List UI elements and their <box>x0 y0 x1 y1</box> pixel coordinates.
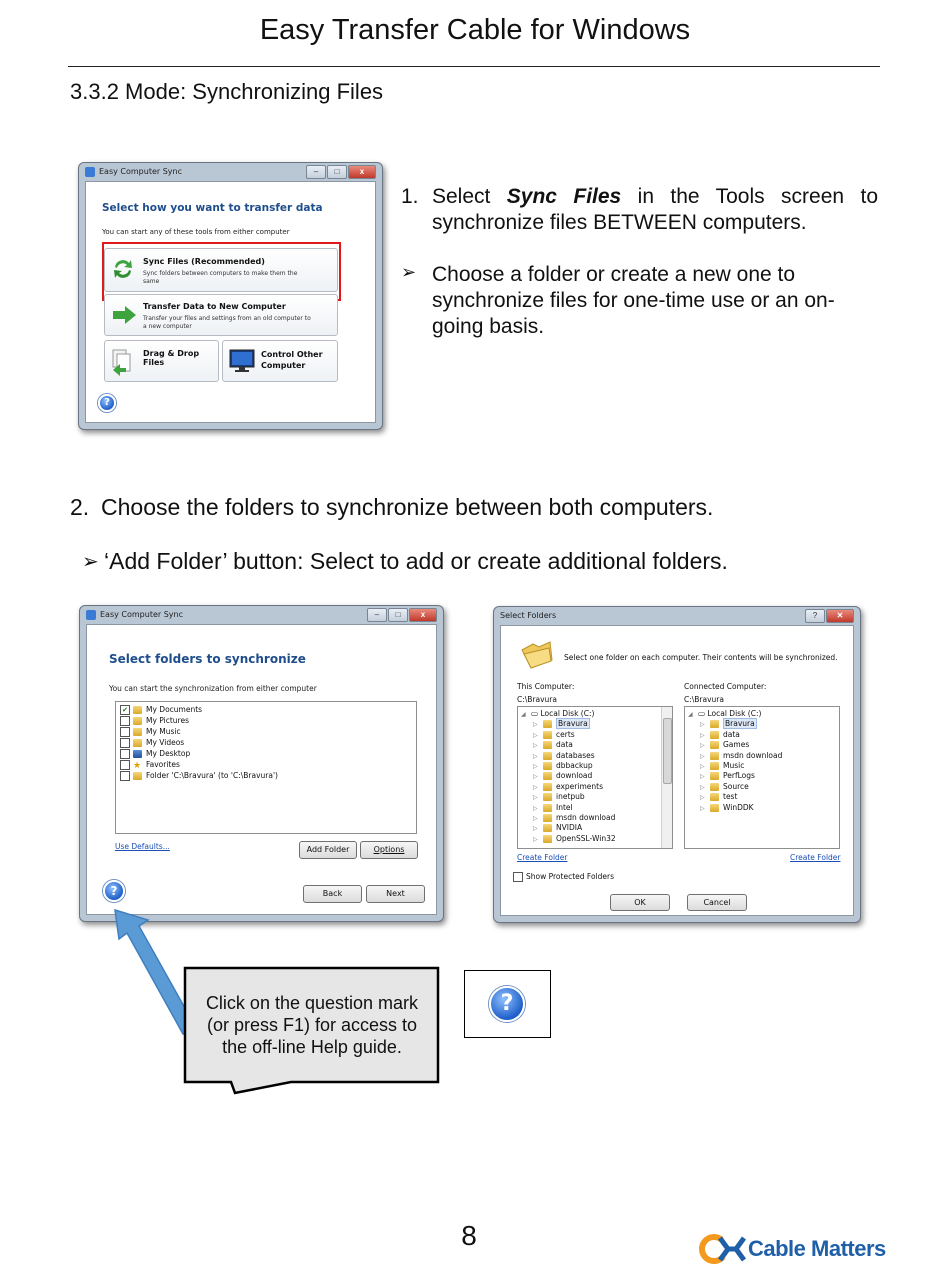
tree-label: Bravura <box>558 719 588 729</box>
tree-item[interactable] <box>533 834 669 844</box>
tree-item[interactable] <box>533 813 669 823</box>
options-button[interactable]: Options <box>360 841 418 859</box>
tree-item[interactable] <box>533 771 669 781</box>
tree-label: certs <box>556 729 575 739</box>
section-heading: 3.3.2 Mode: Synchronizing Files <box>70 79 384 104</box>
folder-icon <box>519 640 553 670</box>
cancel-button[interactable]: Cancel <box>687 894 747 911</box>
minimize-button[interactable]: – <box>306 165 326 179</box>
window-title: Select Folders <box>500 611 557 620</box>
tree-label: data <box>556 740 573 750</box>
checkbox[interactable] <box>513 872 523 882</box>
folder-icon <box>543 793 552 801</box>
expand-icon[interactable]: ▷ <box>700 773 705 781</box>
tree-label: Source <box>723 781 749 791</box>
list-item[interactable] <box>120 704 412 715</box>
folder-icon <box>543 835 552 843</box>
folder-icon <box>133 717 142 725</box>
tree-label: Local Disk (C:) <box>707 709 762 718</box>
select-folders-dialog <box>493 606 861 923</box>
step-2-number: 2. <box>70 494 90 520</box>
step-2-bullet-rest: button: Select to add or create additional folders. <box>226 548 728 574</box>
window-client <box>85 181 376 423</box>
tree-label: msdn download <box>723 750 783 760</box>
checkbox[interactable] <box>120 738 130 748</box>
create-folder-right-link[interactable]: Create Folder <box>790 853 841 862</box>
tree-label: databases <box>556 750 595 760</box>
logo-text: Cable Matters <box>748 1236 886 1261</box>
window-client <box>500 625 854 916</box>
tree-item[interactable] <box>533 803 669 813</box>
maximize-button[interactable]: □ <box>327 165 347 179</box>
close-button[interactable]: x <box>409 608 437 622</box>
expand-icon[interactable]: ▷ <box>533 773 538 781</box>
tree-label: Local Disk (C:) <box>540 709 595 718</box>
folder-label: My Music <box>146 727 181 736</box>
step-1-emphasis: Sync Files <box>506 185 622 208</box>
star-icon: ★ <box>133 761 142 771</box>
tree-item[interactable] <box>533 823 669 833</box>
tree-label: Intel <box>556 802 573 812</box>
tree-item[interactable] <box>700 751 836 761</box>
folder-label: Favorites <box>146 760 180 769</box>
tree-label: PerfLogs <box>723 771 755 781</box>
expand-icon[interactable]: ▷ <box>533 835 538 843</box>
folder-icon <box>543 752 552 760</box>
checkbox-label: Show Protected Folders <box>526 872 614 881</box>
help-question-icon[interactable]: ? <box>98 394 116 412</box>
folder-icon <box>543 814 552 822</box>
window-subtitle: You can start the synchronization from either computer <box>109 684 317 693</box>
folder-icon <box>133 728 142 736</box>
bullet-arrow-icon: ➢ <box>401 262 417 282</box>
expand-icon[interactable]: ▷ <box>533 783 538 791</box>
connected-computer-path: C:\Bravura <box>684 695 724 704</box>
tree-item[interactable] <box>700 761 836 771</box>
easy-computer-sync-tools-window <box>78 162 383 430</box>
tree-label: test <box>723 792 738 802</box>
tree-label: inetpub <box>556 792 585 802</box>
folder-icon <box>710 804 719 812</box>
checkbox[interactable] <box>120 749 130 759</box>
expand-icon[interactable]: ▷ <box>700 742 705 750</box>
folder-label: My Desktop <box>146 749 191 758</box>
app-icon <box>85 167 95 177</box>
tree-item[interactable] <box>700 719 836 729</box>
logo-mark-icon <box>698 1232 748 1266</box>
tree-label: experiments <box>556 781 603 791</box>
option-title: Transfer Data to New Computer <box>143 302 286 311</box>
expand-icon[interactable]: ▷ <box>700 752 705 760</box>
expand-icon[interactable]: ▷ <box>700 721 705 729</box>
window-controls <box>367 608 437 622</box>
cable-matters-logo <box>698 1232 886 1266</box>
list-item[interactable] <box>120 770 412 781</box>
folder-icon <box>133 772 142 780</box>
connected-computer-tree <box>684 706 840 849</box>
select-folders-sync-window <box>79 605 444 922</box>
tree-item[interactable] <box>533 761 669 771</box>
expand-icon[interactable]: ▷ <box>533 742 538 750</box>
window-controls <box>805 609 854 623</box>
checkbox-checked[interactable]: ✔ <box>120 705 130 715</box>
expand-icon[interactable]: ▷ <box>533 814 538 822</box>
folder-icon <box>133 739 142 747</box>
window-heading: Select folders to synchronize <box>109 652 306 666</box>
tree-label: Games <box>723 740 750 750</box>
step-2-bullet <box>104 548 728 575</box>
folder-icon <box>543 741 552 749</box>
step-2-text: Choose the folders to synchronize between both computers. <box>101 494 714 520</box>
tree-item[interactable] <box>533 782 669 792</box>
folder-label: My Pictures <box>146 716 189 725</box>
folder-icon <box>543 731 552 739</box>
folder-icon <box>710 752 719 760</box>
expand-icon[interactable]: ▷ <box>700 783 705 791</box>
expand-icon[interactable]: ▷ <box>700 762 705 770</box>
folder-icon <box>543 762 552 770</box>
step-1-text <box>432 184 878 236</box>
callout-text: Click on the question mark (or press F1) for access to the off-line Help guide. <box>205 993 419 1057</box>
back-button[interactable]: Back <box>303 885 362 903</box>
tree-label: Music <box>723 760 745 770</box>
checkbox[interactable] <box>120 771 130 781</box>
expand-icon[interactable]: ▷ <box>533 794 538 802</box>
tree-item[interactable] <box>700 782 836 792</box>
tree-item[interactable] <box>700 803 836 813</box>
folder-icon <box>710 741 719 749</box>
list-item[interactable] <box>120 748 412 759</box>
expand-icon[interactable]: ▷ <box>700 731 705 739</box>
tree-item[interactable] <box>700 771 836 781</box>
tree-root[interactable]: ◢ ▭ Local Disk (C:) <box>688 709 762 718</box>
this-computer-path: C:\Bravura <box>517 695 557 704</box>
step-2-bullet-quoted: ‘Add Folder’ <box>104 548 227 574</box>
this-computer-tree <box>517 706 673 849</box>
window-client <box>86 624 437 915</box>
help-icon-sample <box>464 970 551 1038</box>
list-item[interactable] <box>120 715 412 726</box>
window-heading: Select how you want to transfer data <box>102 202 323 214</box>
tree-label: download <box>556 771 593 781</box>
maximize-button[interactable]: □ <box>388 608 408 622</box>
folder-icon <box>543 804 552 812</box>
folder-icon <box>710 793 719 801</box>
folder-label: My Documents <box>146 705 203 714</box>
close-button[interactable]: x <box>348 165 376 179</box>
list-item[interactable] <box>120 737 412 748</box>
folder-icon <box>543 720 552 728</box>
folder-list <box>115 701 417 834</box>
help-question-icon: ? <box>489 986 525 1022</box>
step-1-number: 1. <box>401 185 419 208</box>
list-item[interactable] <box>120 759 412 770</box>
title-divider <box>68 66 880 67</box>
help-question-icon[interactable]: ? <box>103 880 125 902</box>
checkbox[interactable] <box>120 760 130 770</box>
folder-icon <box>710 762 719 770</box>
help-button[interactable]: ? <box>805 609 825 623</box>
tree-item[interactable] <box>533 730 669 740</box>
page-number: 8 <box>461 1220 477 1251</box>
expand-icon[interactable]: ▷ <box>533 825 538 833</box>
folder-icon <box>710 772 719 780</box>
add-folder-button[interactable]: Add Folder <box>299 841 357 859</box>
instruction-text: Select one folder on each computer. Their contents will be synchronized. <box>564 653 838 662</box>
control-computer-option[interactable] <box>222 340 338 382</box>
option-title: Drag & Drop Files <box>143 349 200 367</box>
tree-children <box>688 719 836 813</box>
tree-scrollbar[interactable] <box>661 707 672 848</box>
option-description: Transfer your files and settings from an old computer to a new computer <box>143 315 311 330</box>
folder-label: Folder 'C:\Bravura' (to 'C:\Bravura') <box>146 771 278 780</box>
minimize-button[interactable]: – <box>367 608 387 622</box>
tree-item[interactable] <box>533 719 669 729</box>
step-1-text-after: in the Tools screen to synchronize files BETWEEN computers. <box>432 185 879 234</box>
checkbox[interactable] <box>120 716 130 726</box>
expand-icon[interactable]: ▷ <box>533 752 538 760</box>
tree-label: msdn download <box>556 812 616 822</box>
next-button[interactable]: Next <box>366 885 425 903</box>
transfer-data-option[interactable] <box>104 294 338 336</box>
expand-icon[interactable]: ▷ <box>700 794 705 802</box>
ok-button[interactable]: OK <box>610 894 670 911</box>
expand-icon[interactable]: ▷ <box>533 731 538 739</box>
tree-label: dbbackup <box>556 760 593 770</box>
expand-icon[interactable]: ▷ <box>533 721 538 729</box>
window-controls <box>306 165 376 179</box>
tree-item[interactable] <box>700 740 836 750</box>
show-protected-checkbox[interactable] <box>513 872 614 882</box>
close-button[interactable]: ✕ <box>826 609 854 623</box>
folder-icon <box>710 783 719 791</box>
folder-icon <box>710 731 719 739</box>
list-item[interactable] <box>120 726 412 737</box>
this-computer-label: This Computer: <box>517 682 575 691</box>
expand-icon[interactable]: ▷ <box>533 804 538 812</box>
folder-label: My Videos <box>146 738 185 747</box>
option-title: Control Other Computer <box>261 350 323 370</box>
tree-label: NVIDIA <box>556 823 583 833</box>
connected-computer-label: Connected Computer: <box>684 682 767 691</box>
app-icon <box>86 610 96 620</box>
folder-icon <box>543 824 552 832</box>
option-title: Sync Files (Recommended) <box>143 257 265 266</box>
create-folder-left-link[interactable]: Create Folder <box>517 853 568 862</box>
tree-label: Bravura <box>725 719 755 729</box>
desktop-icon <box>133 750 142 758</box>
tree-label: WinDDK <box>723 802 754 812</box>
step-1-text-before: Select <box>432 185 507 208</box>
checkbox[interactable] <box>120 727 130 737</box>
window-title: Easy Computer Sync <box>100 610 183 619</box>
documents-icon <box>110 348 134 376</box>
option-description: Sync folders between computers to make them the same <box>143 270 298 285</box>
tree-root[interactable]: ◢ ▭ Local Disk (C:) <box>521 709 595 718</box>
tree-item[interactable] <box>533 751 669 761</box>
green-arrow-icon <box>111 305 137 325</box>
bullet-arrow-icon: ➢ <box>82 551 99 573</box>
tree-label: OpenSSL-Win32 <box>556 833 616 843</box>
expand-icon[interactable]: ▷ <box>533 762 538 770</box>
folder-icon <box>543 772 552 780</box>
folder-icon <box>133 706 142 714</box>
window-title: Easy Computer Sync <box>99 167 182 176</box>
tree-item[interactable] <box>700 792 836 802</box>
step-1-bullet: Choose a folder or create a new one to synchronize files for one-time use or an on-going basis. <box>432 263 835 338</box>
folder-icon <box>543 783 552 791</box>
tree-item[interactable] <box>700 730 836 740</box>
tree-item[interactable] <box>533 740 669 750</box>
tree-children <box>521 719 669 844</box>
expand-icon[interactable]: ▷ <box>700 804 705 812</box>
monitor-icon <box>228 348 256 374</box>
document-title: Easy Transfer Cable for Windows <box>259 14 691 46</box>
tree-item[interactable] <box>533 792 669 802</box>
use-defaults-link[interactable]: Use Defaults... <box>115 842 170 851</box>
tree-label: data <box>723 729 740 739</box>
selection-highlight <box>102 242 341 301</box>
folder-icon <box>710 720 719 728</box>
window-subtitle: You can start any of these tools from either computer <box>102 228 290 236</box>
drag-drop-option[interactable] <box>104 340 219 382</box>
scrollbar-thumb[interactable] <box>663 718 672 784</box>
